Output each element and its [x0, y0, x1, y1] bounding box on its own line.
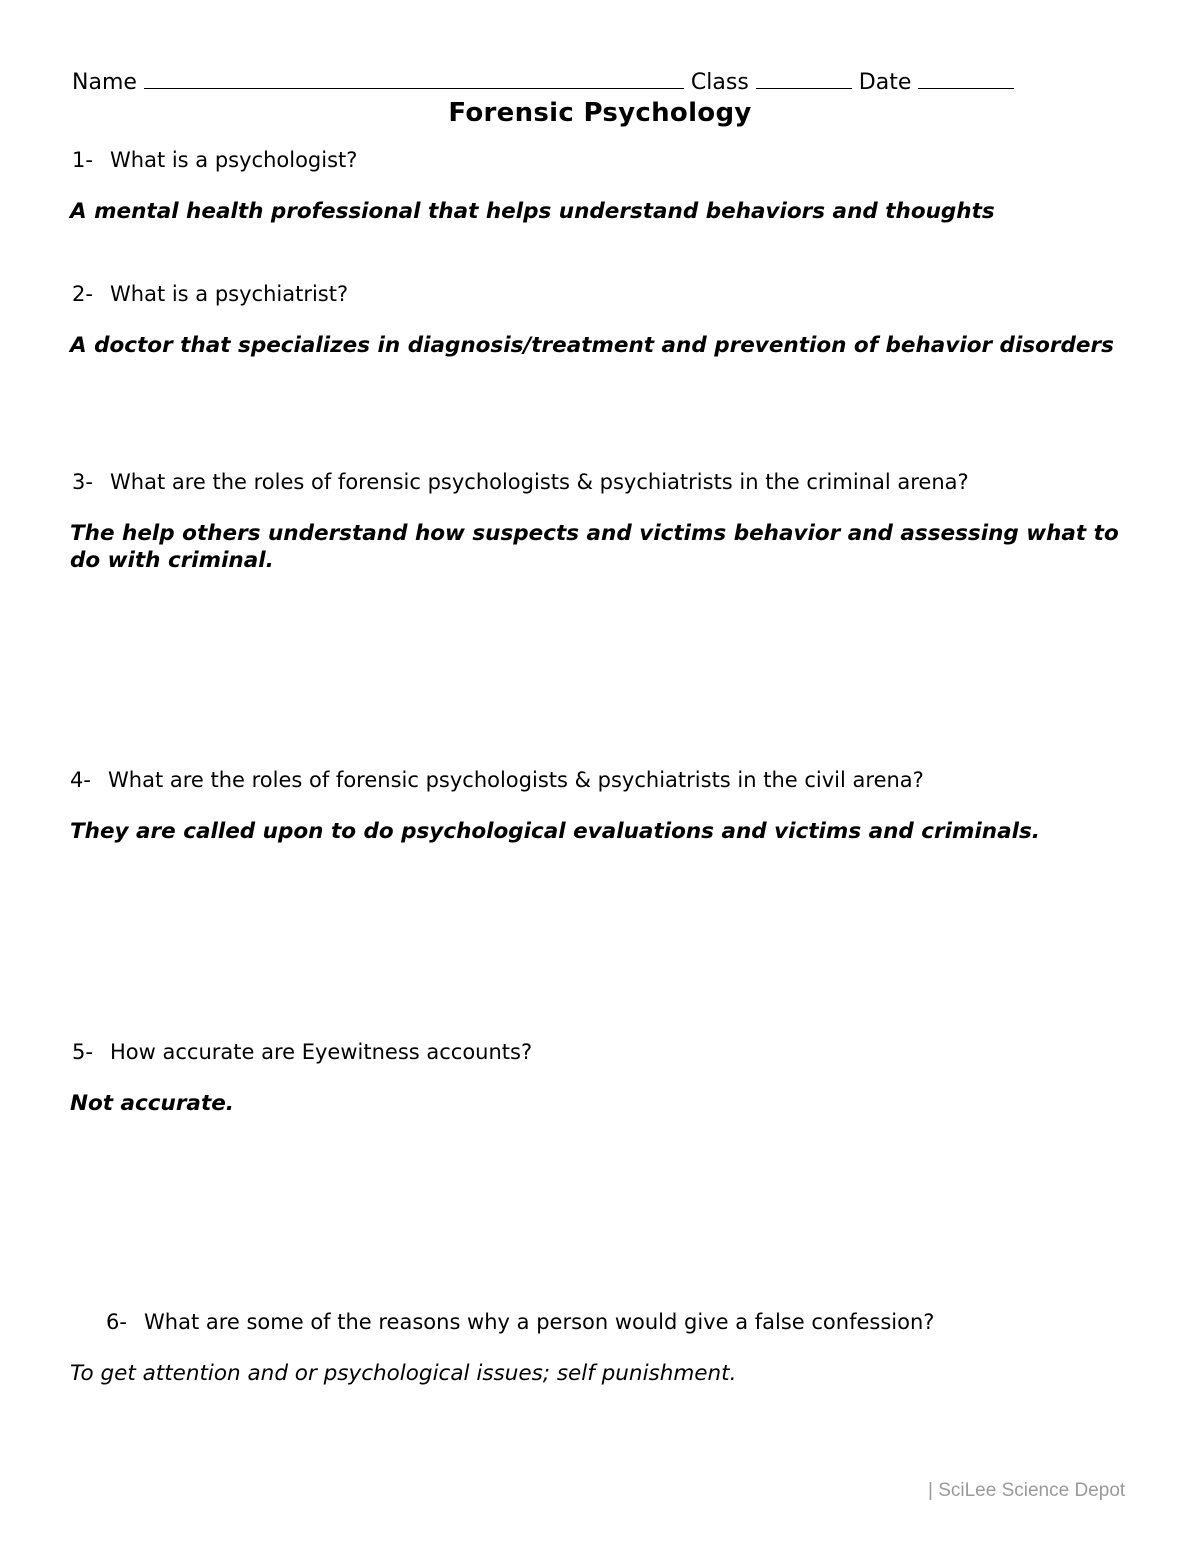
- answer-1: A mental health professional that helps understand behaviors and thoughts: [70, 199, 995, 224]
- answer-4: They are called upon to do psychological evaluations and victims and criminals.: [70, 819, 1040, 844]
- question-5: [72, 1040, 532, 1064]
- date-field[interactable]: [918, 70, 1014, 89]
- question-number: 6-: [106, 1310, 127, 1334]
- answer-3: The help others understand how suspects and victims behavior and assessing what to do with criminal.: [70, 521, 1119, 573]
- question-text: What are the roles of forensic psychologists & psychiatrists in the civil arena?: [108, 768, 924, 792]
- class-label: Class: [690, 70, 749, 95]
- student-info-line: [72, 70, 1014, 95]
- date-label: Date: [858, 70, 912, 95]
- name-field[interactable]: [144, 70, 684, 89]
- page-title: Forensic Psychology: [448, 98, 752, 128]
- question-number: 3-: [72, 470, 93, 494]
- question-number: 4-: [70, 768, 91, 792]
- question-text: How accurate are Eyewitness accounts?: [110, 1040, 533, 1064]
- question-number: 2-: [72, 282, 93, 306]
- answer-6: To get attention and or psychological issues; self punishment.: [70, 1361, 737, 1386]
- question-text: What are some of the reasons why a person would give a false confession?: [144, 1310, 935, 1334]
- answer-5: Not accurate.: [70, 1091, 234, 1116]
- class-field[interactable]: [756, 70, 852, 89]
- question-text: What is a psychologist?: [110, 148, 358, 172]
- question-number: 5-: [72, 1040, 93, 1064]
- question-text: What are the roles of forensic psychologists & psychiatrists in the criminal arena?: [110, 470, 969, 494]
- question-number: 1-: [72, 148, 93, 172]
- question-4: [70, 768, 924, 792]
- name-label: Name: [72, 70, 137, 95]
- question-3: [72, 470, 969, 494]
- question-1: [72, 148, 357, 172]
- question-text: What is a psychiatrist?: [110, 282, 349, 306]
- question-6: [106, 1310, 934, 1334]
- question-2: [72, 282, 348, 306]
- answer-2: A doctor that specializes in diagnosis/treatment and prevention of behavior disorders: [70, 333, 1114, 358]
- footer-credit: | SciLee Science Depot: [928, 1480, 1126, 1501]
